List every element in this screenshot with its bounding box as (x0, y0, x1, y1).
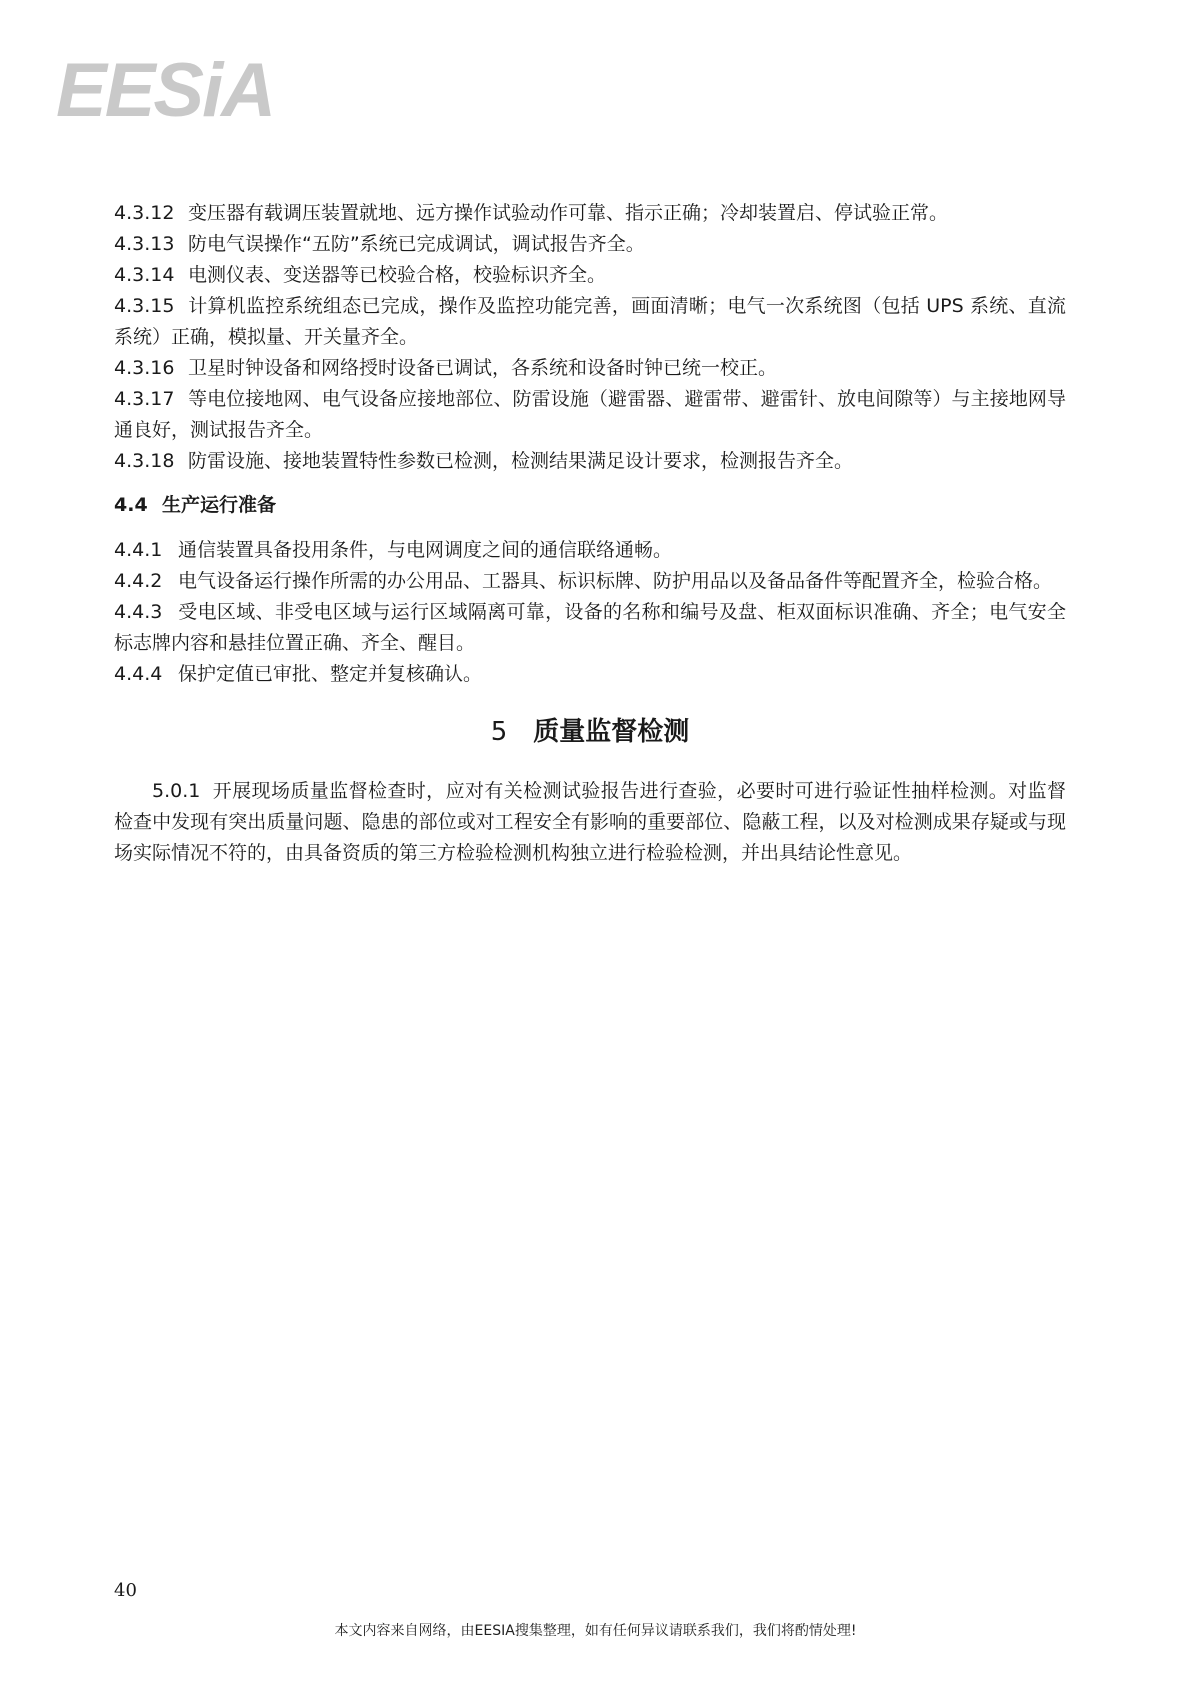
footer-disclaimer: 本文内容来自网络，由EESIA搜集整理，如有任何异议请联系我们，我们将酌情处理! (334, 1623, 857, 1639)
clause-text: 计算机监控系统组态已完成，操作及监控功能完善，画面清晰；电气一次系统图（包括 UPS 系统、直流系统）正确，模拟量、开关量齐全。 (114, 295, 1066, 348)
page-number: 40 (114, 1580, 137, 1601)
clause-text: 电气设备运行操作所需的办公用品、工器具、标识标牌、防护用品以及备品备件等配置齐全，检验合格。 (178, 570, 1053, 592)
clause-4-4-4 (114, 659, 1066, 690)
clause-number: 5.0.1 (152, 780, 201, 802)
clause-text: 变压器有载调压装置就地、远方操作试验动作可靠、指示正确；冷却装置启、停试验正常。 (188, 202, 949, 224)
section-number: 4.4 (114, 494, 148, 516)
section-4-4-clauses (114, 535, 1066, 690)
clause-number: 4.3.17 (114, 388, 175, 410)
clause-4-4-3 (114, 597, 1066, 659)
clause-4-3-12 (114, 198, 1066, 229)
svg-text:EESiA: EESiA (56, 50, 275, 130)
clause-number: 4.4.2 (114, 570, 163, 592)
clause-text: 电测仪表、变送器等已校验合格，校验标识齐全。 (188, 264, 607, 286)
clause-4-4-2 (114, 566, 1066, 597)
clause-text: 等电位接地网、电气设备应接地部位、防雷设施（避雷器、避雷带、避雷针、放电间隙等）与主接地网导通良好，测试报告齐全。 (114, 388, 1066, 441)
clause-4-3-13 (114, 229, 1066, 260)
chapter-number: 5 (490, 717, 508, 747)
clause-4-4-1 (114, 535, 1066, 566)
document-body (114, 198, 1066, 869)
chapter-title-text: 质量监督检测 (533, 717, 690, 747)
clause-4-3-14 (114, 260, 1066, 291)
clause-4-3-17 (114, 384, 1066, 446)
paragraph-5-0-1 (114, 776, 1066, 869)
section-4-3-clauses (114, 198, 1066, 477)
clause-number: 4.4.4 (114, 663, 163, 685)
section-heading-4-4 (114, 490, 1066, 521)
clause-number: 4.4.3 (114, 601, 163, 623)
clause-number: 4.3.15 (114, 295, 175, 317)
clause-number: 4.3.18 (114, 450, 175, 472)
clause-text: 受电区域、非受电区域与运行区域隔离可靠，设备的名称和编号及盘、柜双面标识准确、齐全；电气安全标志牌内容和悬挂位置正确、齐全、醒目。 (114, 601, 1066, 654)
clause-text: 防雷设施、接地装置特性参数已检测，检测结果满足设计要求，检测报告齐全。 (188, 450, 854, 472)
chapter-title-5 (114, 715, 1066, 749)
section-title: 生产运行准备 (162, 494, 277, 516)
clause-text: 保护定值已审批、整定并复核确认。 (178, 663, 483, 685)
clause-number: 4.3.12 (114, 202, 175, 224)
clause-number: 4.4.1 (114, 539, 163, 561)
clause-4-3-18 (114, 446, 1066, 477)
paragraph-text: 开展现场质量监督检查时，应对有关检测试验报告进行查验，必要时可进行验证性抽样检测。对监督检查中发现有突出质量问题、隐患的部位或对工程安全有影响的重要部位、隐蔽工程，以及对检测成果存疑或与现场实际情况不符的，由具备资质的第三方检验检测机构独立进行检验检测，并出具结论性意见。 (114, 780, 1066, 864)
clause-text: 防电气误操作“五防”系统已完成调试，调试报告齐全。 (188, 233, 645, 255)
clause-number: 4.3.13 (114, 233, 175, 255)
clause-text: 通信装置具备投用条件，与电网调度之间的通信联络通畅。 (178, 539, 673, 561)
clause-4-3-16 (114, 353, 1066, 384)
clause-number: 4.3.16 (114, 357, 175, 379)
clause-4-3-15 (114, 291, 1066, 353)
clause-text: 卫星时钟设备和网络授时设备已调试，各系统和设备时钟已统一校正。 (188, 357, 778, 379)
clause-number: 4.3.14 (114, 264, 175, 286)
eesia-logo (56, 50, 296, 130)
